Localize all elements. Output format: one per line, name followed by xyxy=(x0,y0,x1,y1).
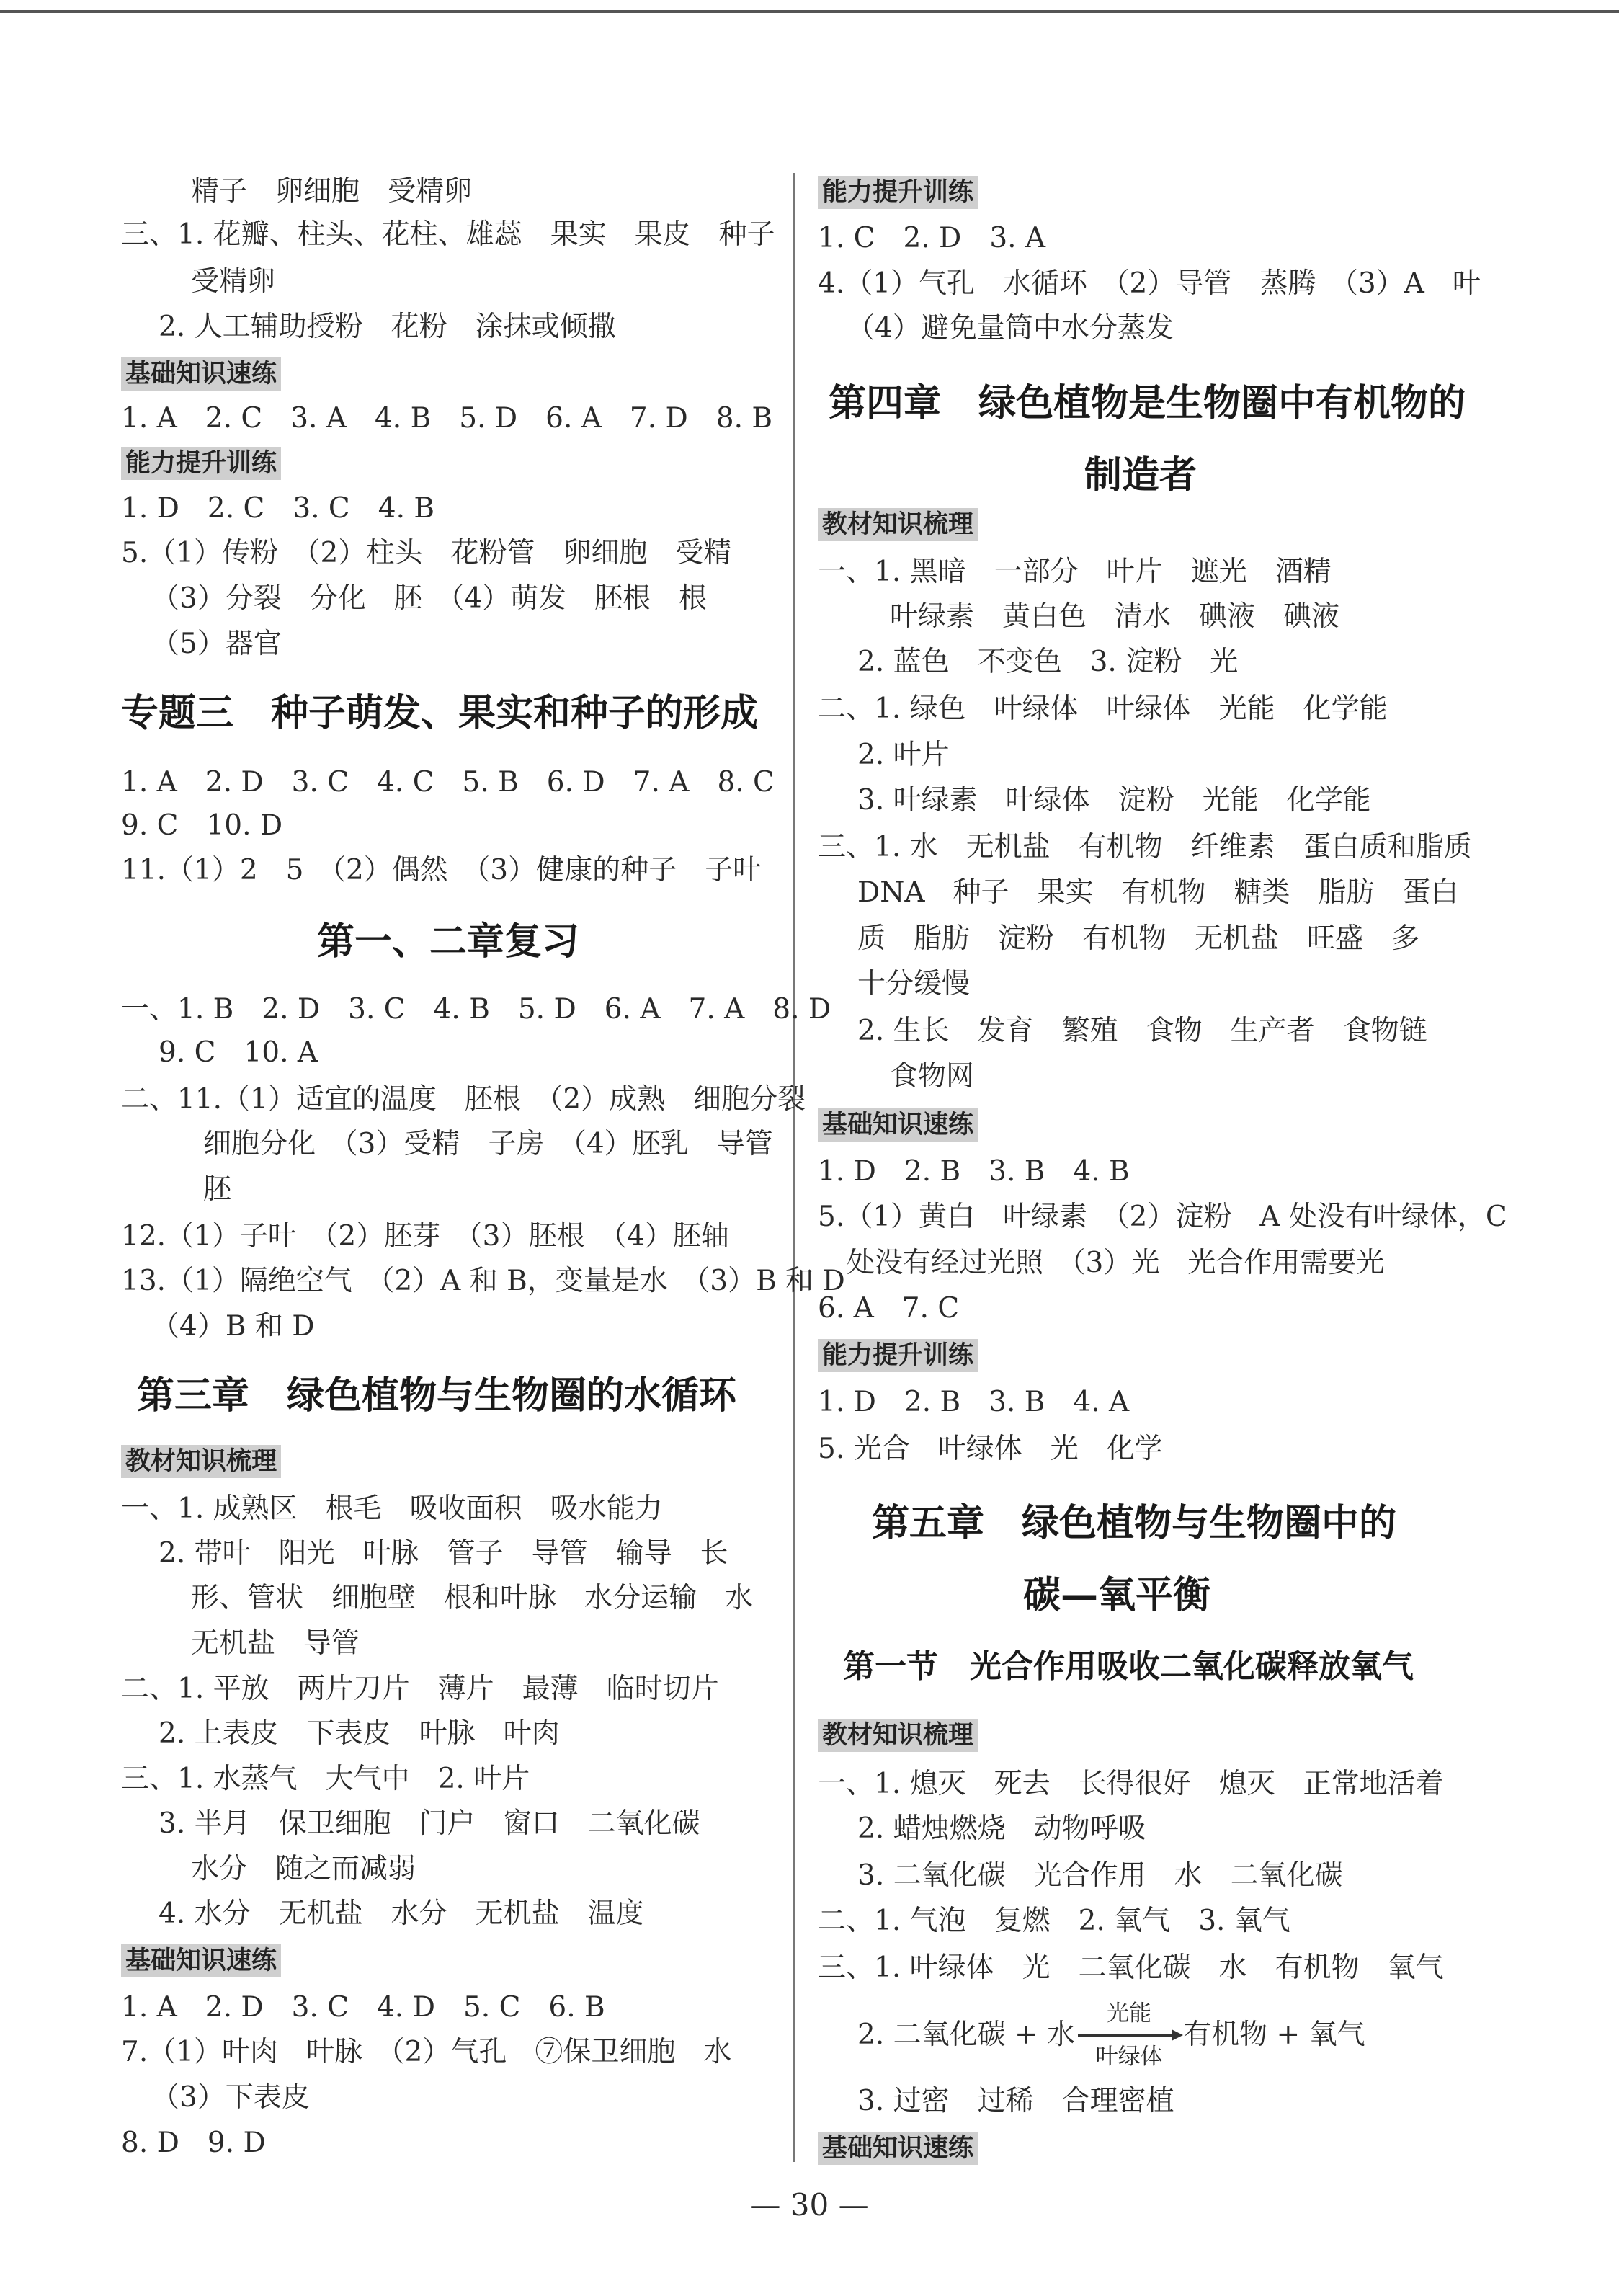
answer-line: 11.（1）2 5 （2）偶然 （3）健康的种子 子叶 xyxy=(121,854,762,886)
answer-line: 4.（1）气孔 水循环 （2）导管 蒸腾 （3）A 叶 xyxy=(818,267,1481,300)
answer-line: 1. A 2. D 3. C 4. C 5. B 6. D 7. A 8. C xyxy=(121,766,775,798)
answer-line: 7.（1）叶肉 叶脉 （2）气孔 ⑦保卫细胞 水 xyxy=(121,2036,732,2068)
answer-line: 处没有经过光照 （3）光 光合作用需要光 xyxy=(847,1247,1385,1279)
photosynthesis-equation xyxy=(857,2001,1365,2070)
answer-line: 4. 水分 无机盐 水分 无机盐 温度 xyxy=(159,1897,644,1930)
page-number: — 30 — xyxy=(750,2187,869,2222)
section-tag: 基础知识速练 xyxy=(818,2132,978,2165)
answer-line: 6. A 7. C xyxy=(818,1292,960,1325)
chapter-heading: 第一、二章复习 xyxy=(317,920,580,964)
answer-line: 13.（1）隔绝空气 （2）A 和 B，变量是水 （3）B 和 D xyxy=(121,1265,845,1297)
answer-line: 三、1. 水 无机盐 有机物 纤维素 蛋白质和脂质 xyxy=(818,831,1472,863)
section-tag: 教材知识梳理 xyxy=(121,1445,281,1478)
answer-line: 一、1. 黑暗 一部分 叶片 遮光 酒精 xyxy=(818,556,1332,588)
answer-line: 8. D 9. D xyxy=(121,2127,266,2159)
answer-line: （5）器官 xyxy=(151,628,282,660)
answer-line: 胚 xyxy=(203,1173,232,1206)
equation-products: 有机物 + 氧气 xyxy=(1183,2019,1365,2051)
chapter-heading: 第一节 光合作用吸收二氧化碳释放氧气 xyxy=(843,1648,1414,1685)
section-tag: 能力提升训练 xyxy=(818,1339,978,1372)
answer-line: 2. 带叶 阳光 叶脉 管子 导管 输导 长 xyxy=(159,1537,728,1570)
column-divider xyxy=(793,173,795,2162)
answer-line: 精子 卵细胞 受精卵 xyxy=(191,175,473,208)
answer-line: 2. 上表皮 下表皮 叶脉 叶肉 xyxy=(159,1717,560,1750)
answer-line: 叶绿素 黄白色 清水 碘液 碘液 xyxy=(890,600,1340,633)
section-tag: 基础知识速练 xyxy=(818,1108,978,1142)
arrow-condition-chloroplast: 叶绿体 xyxy=(1095,2044,1163,2070)
section-tag: 基础知识速练 xyxy=(121,1944,281,1977)
answer-line: 二、11.（1）适宜的温度 胚根 （2）成熟 细胞分裂 xyxy=(121,1083,806,1116)
answer-line: 水分 随之而减弱 xyxy=(191,1853,416,1885)
chapter-heading: 第四章 绿色植物是生物圈中有机物的 xyxy=(829,382,1466,425)
chapter-heading: 碳—氧平衡 xyxy=(1023,1574,1211,1617)
top-rule xyxy=(0,10,1619,13)
answer-line: 三、1. 叶绿体 光 二氧化碳 水 有机物 氧气 xyxy=(818,1952,1444,1984)
answer-line: 质 脂肪 淀粉 有机物 无机盐 旺盛 多 xyxy=(857,922,1420,955)
answer-line: 3. 二氧化碳 光合作用 水 二氧化碳 xyxy=(857,1859,1343,1892)
answer-line: 受精卵 xyxy=(191,265,276,298)
section-tag: 教材知识梳理 xyxy=(818,508,978,541)
answer-line: 1. D 2. C 3. C 4. B xyxy=(121,492,435,525)
answer-line: （4）B 和 D xyxy=(151,1310,315,1343)
answer-line: 二、1. 绿色 叶绿体 叶绿体 光能 化学能 xyxy=(818,693,1388,725)
section-tag: 基础知识速练 xyxy=(121,357,281,391)
answer-line: 一、1. 熄灭 死去 长得很好 熄灭 正常地活着 xyxy=(818,1768,1444,1800)
answer-line: （3）分裂 分化 胚 （4）萌发 胚根 根 xyxy=(151,582,708,615)
answer-line: 5.（1）传粉 （2）柱头 花粉管 卵细胞 受精 xyxy=(121,537,732,569)
answer-line: 3. 半月 保卫细胞 门户 窗口 二氧化碳 xyxy=(159,1807,700,1840)
answer-line: 1. A 2. C 3. A 4. B 5. D 6. A 7. D 8. B xyxy=(121,402,773,435)
chapter-heading: 第五章 绿色植物与生物圈中的 xyxy=(872,1502,1397,1545)
answer-line: 12.（1）子叶 （2）胚芽 （3）胚根 （4）胚轴 xyxy=(121,1220,729,1252)
answer-line: 一、1. 成熟区 根毛 吸收面积 吸水能力 xyxy=(121,1492,663,1525)
answer-line: 9. C 10. D xyxy=(121,809,283,842)
chapter-heading: 制造者 xyxy=(1084,454,1197,497)
answer-line: 2. 叶片 xyxy=(857,739,950,771)
section-tag: 能力提升训练 xyxy=(121,447,281,480)
answer-line: 二、1. 气泡 复燃 2. 氧气 3. 氧气 xyxy=(818,1905,1290,1937)
answer-line: 3. 叶绿素 叶绿体 淀粉 光能 化学能 xyxy=(857,784,1371,816)
answer-line: 2. 人工辅助授粉 花粉 涂抹或倾撒 xyxy=(159,311,616,343)
answer-line: 食物网 xyxy=(890,1060,975,1093)
answer-line: DNA 种子 果实 有机物 糖类 脂肪 蛋白 xyxy=(857,876,1459,909)
answer-line: 无机盐 导管 xyxy=(191,1627,360,1660)
answer-line: 1. D 2. B 3. B 4. B xyxy=(818,1155,1130,1188)
answer-line: 细胞分化 （3）受精 子房 （4）胚乳 导管 xyxy=(203,1128,773,1160)
answer-line: 2. 蓝色 不变色 3. 淀粉 光 xyxy=(857,646,1239,678)
answer-line: 十分缓慢 xyxy=(857,968,971,1000)
answer-line: 形、管状 细胞壁 根和叶脉 水分运输 水 xyxy=(191,1582,754,1614)
chapter-heading: 专题三 种子萌发、果实和种子的形成 xyxy=(121,692,759,735)
answer-line: 二、1. 平放 两片刀片 薄片 最薄 临时切片 xyxy=(121,1673,719,1705)
answer-line: 3. 过密 过稀 合理密植 xyxy=(857,2085,1174,2117)
answer-line: 9. C 10. A xyxy=(159,1036,318,1069)
answer-line: 三、1. 花瓣、柱头、花柱、雄蕊 果实 果皮 种子 xyxy=(121,218,775,251)
answer-line: 2. 生长 发育 繁殖 食物 生产者 食物链 xyxy=(857,1015,1427,1047)
arrow-condition-light: 光能 xyxy=(1107,2001,1152,2026)
answer-line: 1. D 2. B 3. B 4. A xyxy=(818,1386,1130,1418)
answer-line: （3）下表皮 xyxy=(151,2081,310,2114)
answer-line: 5. 光合 叶绿体 光 化学 xyxy=(818,1433,1163,1465)
answer-line: 1. A 2. D 3. C 4. D 5. C 6. B xyxy=(121,1991,605,2024)
chapter-heading: 第三章 绿色植物与生物圈的水循环 xyxy=(137,1374,737,1418)
section-tag: 能力提升训练 xyxy=(818,176,978,209)
section-tag: 教材知识梳理 xyxy=(818,1719,978,1752)
answer-line: 一、1. B 2. D 3. C 4. B 5. D 6. A 7. A 8. D xyxy=(121,993,831,1025)
answer-line: 三、1. 水蒸气 大气中 2. 叶片 xyxy=(121,1763,530,1795)
equation-reactants: 2. 二氧化碳 + 水 xyxy=(857,2019,1076,2051)
answer-line: 2. 蜡烛燃烧 动物呼吸 xyxy=(857,1812,1146,1845)
answer-line: 5.（1）黄白 叶绿素 （2）淀粉 A 处没有叶绿体，C xyxy=(818,1201,1507,1233)
answer-line: （4）避免量筒中水分蒸发 xyxy=(847,312,1174,344)
answer-line: 1. C 2. D 3. A xyxy=(818,222,1046,254)
reaction-arrow xyxy=(1075,2001,1183,2070)
